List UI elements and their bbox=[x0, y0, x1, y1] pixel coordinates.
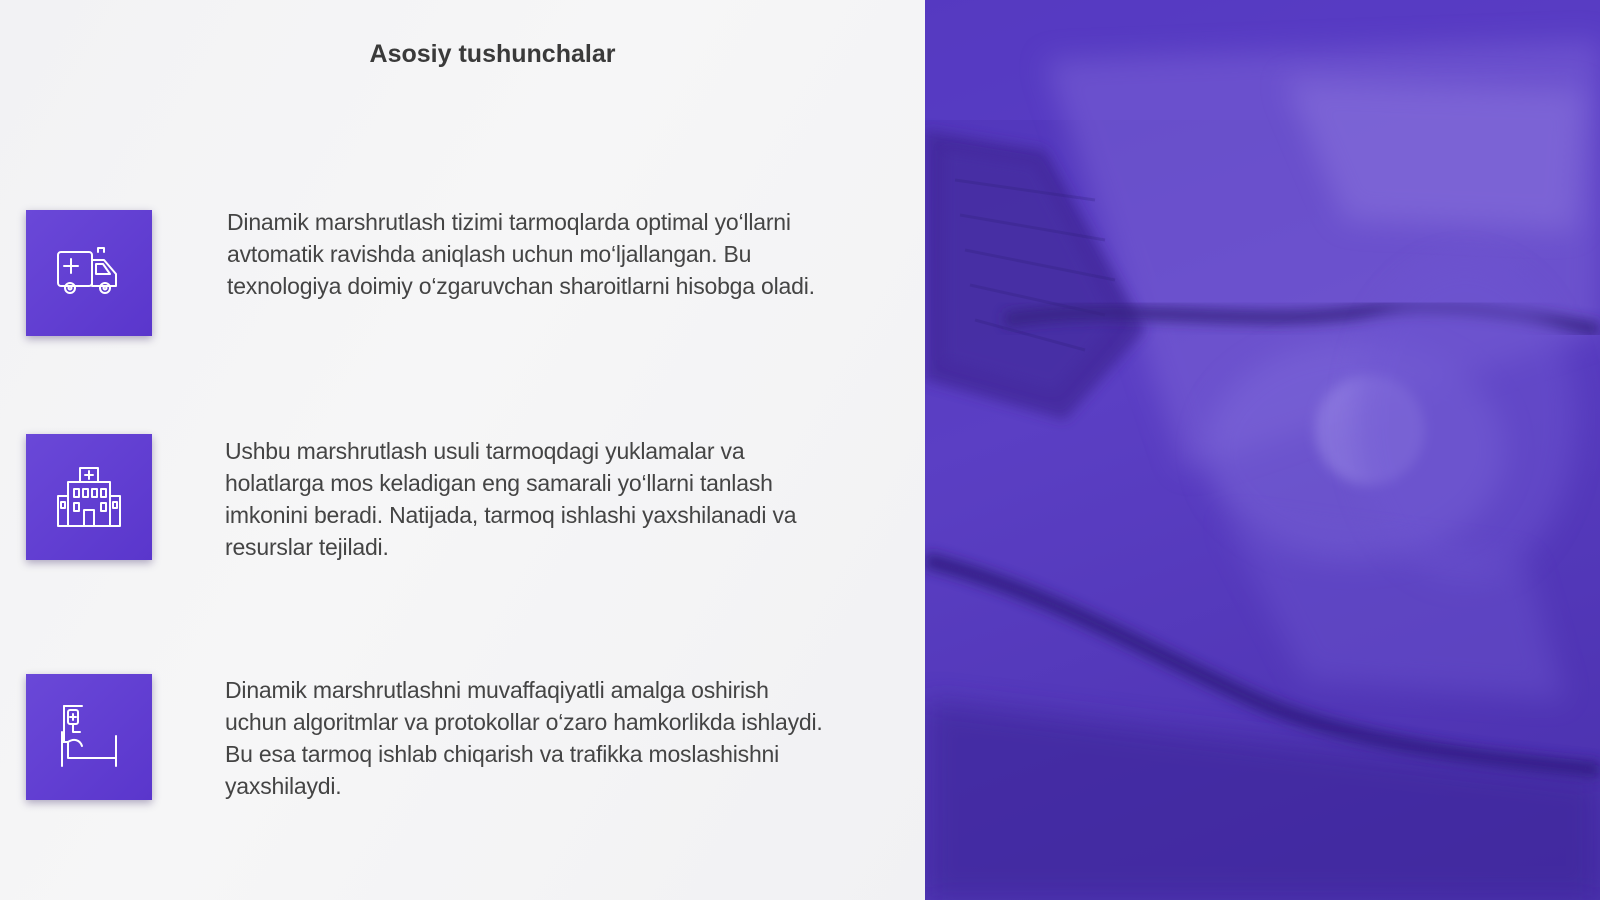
hospital-icon bbox=[54, 462, 124, 532]
item-3-text: Dinamik marshrutlashni muvaffaqiyatli amalga oshirish uchun algoritmlar va protokollar o‘zaro hamkorlikda ishlaydi. Bu esa tarmoq ishlab chiqarish va trafikka moslashishni yaxshilaydi. bbox=[225, 677, 823, 799]
stethoscope-keyboard-image bbox=[925, 0, 1600, 900]
item-2-text: Ushbu marshrutlash usuli tarmoqdagi yuklamalar va holatlarga mos keladigan eng samarali yo‘llarni tanlash imkonini beradi. Natijada, tarmoq ishlashi yaxshilanadi va resurslar tejiladi. bbox=[225, 438, 797, 560]
slide-title: Asosiy tushunchalar bbox=[369, 40, 616, 68]
ambulance-icon-tile bbox=[26, 210, 152, 336]
hospital-bed-icon bbox=[54, 702, 124, 772]
hospital-icon-tile bbox=[26, 434, 152, 560]
ambulance-icon bbox=[54, 238, 124, 308]
hero-image bbox=[925, 0, 1600, 900]
hospital-bed-icon-tile bbox=[26, 674, 152, 800]
item-1-text: Dinamik marshrutlash tizimi tarmoqlarda optimal yo‘llarni avtomatik ravishda aniqlash uchun mo‘ljallangan. Bu texnologiya doimiy o‘zgaruvchan sharoitlarni hisobga oladi. bbox=[227, 209, 815, 299]
